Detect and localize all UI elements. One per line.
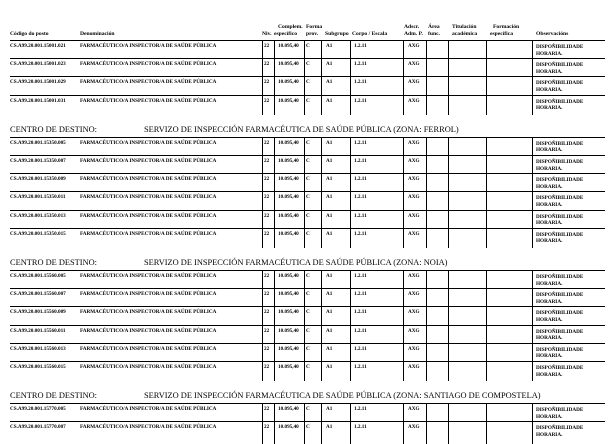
cell-complemento: 10.095,40 bbox=[278, 291, 299, 298]
cell-adscricion: AXG bbox=[408, 273, 420, 279]
cell-complemento: 10.095,40 bbox=[278, 406, 299, 413]
column-rule bbox=[532, 40, 533, 115]
header-titulacion-1: Titulación bbox=[452, 24, 477, 30]
cell-adscricion: AXG bbox=[408, 327, 420, 334]
cell-complemento: 10.095,40 bbox=[278, 43, 299, 49]
cell-adscricion: AXG bbox=[408, 43, 420, 49]
table-rule bbox=[10, 228, 605, 229]
column-rule bbox=[321, 270, 322, 381]
cell-denominacion: FARMACÉUTICO/A INSPECTOR/A DE SAÚDE PÚBLICA bbox=[80, 364, 217, 370]
cell-corpo: 1.2.11 bbox=[354, 230, 367, 237]
column-rule bbox=[304, 40, 305, 115]
cell-forma: C bbox=[306, 43, 310, 49]
cell-adscricion: AXG bbox=[408, 406, 420, 413]
header-forma-1: Forma bbox=[306, 24, 323, 30]
cell-denominacion: FARMACÉUTICO/A INSPECTOR/A DE SAÚDE PÚBLICA bbox=[80, 424, 217, 431]
column-rule bbox=[448, 40, 449, 115]
cell-observacions-1: DISPOÑIBILIDADE bbox=[536, 140, 584, 147]
cell-subgrupo: A1 bbox=[326, 424, 333, 431]
cell-observacions-2: HORARIA. bbox=[536, 431, 563, 438]
cell-subgrupo: A1 bbox=[326, 345, 333, 352]
header-area-1: Área bbox=[428, 24, 440, 30]
cell-complemento: 10.095,40 bbox=[278, 345, 299, 352]
cell-adscricion: AXG bbox=[408, 194, 420, 201]
cell-nivel: 22 bbox=[264, 327, 270, 334]
cell-denominacion: FARMACÉUTICO/A INSPECTOR/A DE SAÚDE PÚBLICA bbox=[80, 176, 217, 183]
column-rule bbox=[350, 40, 351, 115]
table-rule bbox=[10, 95, 605, 96]
cell-observacions-1: DISPOÑIBILIDADE bbox=[536, 98, 584, 105]
cell-observacions-1: DISPOÑIBILIDADE bbox=[536, 274, 584, 280]
cell-complemento: 10.095,40 bbox=[278, 194, 299, 201]
cell-forma: C bbox=[306, 61, 310, 68]
header-complemento-2: específico bbox=[274, 31, 297, 37]
cell-complemento: 10.095,40 bbox=[278, 176, 299, 183]
column-rule bbox=[262, 137, 263, 248]
column-rule bbox=[532, 137, 533, 248]
cell-codigo: CS.A99.20.001.15560.007 bbox=[10, 291, 66, 298]
cell-corpo: 1.2.11 bbox=[354, 158, 367, 164]
cell-adscricion: AXG bbox=[408, 176, 420, 183]
cell-codigo: CS.A99.20.001.15001.023 bbox=[10, 61, 66, 68]
cell-nivel: 22 bbox=[264, 212, 270, 219]
table-rule bbox=[10, 288, 605, 289]
cell-forma: C bbox=[306, 273, 310, 279]
cell-complemento: 10.095,40 bbox=[278, 424, 299, 431]
cell-denominacion: FARMACÉUTICO/A INSPECTOR/A DE SAÚDE PÚBLICA bbox=[80, 97, 217, 104]
cell-forma: C bbox=[306, 139, 310, 146]
header-formacion-1: Formación bbox=[493, 24, 520, 30]
table-rule bbox=[10, 343, 605, 344]
cell-complemento: 10.095,40 bbox=[278, 97, 299, 104]
column-rule bbox=[426, 137, 427, 248]
table-rule bbox=[10, 306, 605, 307]
column-rule bbox=[426, 40, 427, 115]
cell-subgrupo: A1 bbox=[326, 406, 333, 413]
cell-codigo: CS.A99.20.001.15350.005 bbox=[10, 139, 66, 146]
column-rule bbox=[350, 270, 351, 381]
cell-subgrupo: A1 bbox=[326, 176, 333, 183]
cell-observacions-2: HORARIA. bbox=[536, 68, 563, 75]
column-rule bbox=[304, 403, 305, 443]
table-rule bbox=[10, 325, 605, 326]
cell-denominacion: FARMACÉUTICO/A INSPECTOR/A DE SAÚDE PÚBLICA bbox=[80, 158, 217, 164]
cell-forma: C bbox=[306, 79, 310, 86]
header-denominacion: Denominación bbox=[80, 31, 115, 37]
column-rule bbox=[486, 403, 487, 443]
cell-denominacion: FARMACÉUTICO/A INSPECTOR/A DE SAÚDE PÚBLICA bbox=[80, 43, 217, 49]
cell-nivel: 22 bbox=[264, 194, 270, 201]
cell-complemento: 10.095,40 bbox=[278, 230, 299, 237]
cell-denominacion: FARMACÉUTICO/A INSPECTOR/A DE SAÚDE PÚBLICA bbox=[80, 309, 217, 316]
section-center-name: SERVIZO DE INSPECCIÓN FARMACÉUTICA DE SAÚDE PÚBLICA (ZONA: SANTIAGO DE COMPOSTELA) bbox=[144, 391, 541, 401]
table-rule bbox=[10, 155, 605, 156]
cell-observacions-1: DISPOÑIBILIDADE bbox=[536, 328, 584, 335]
header-adscr-1: Adscr. bbox=[404, 24, 420, 30]
table-rule bbox=[10, 210, 605, 211]
cell-adscricion: AXG bbox=[408, 291, 420, 298]
column-rule bbox=[321, 403, 322, 443]
cell-observacions-2: HORARIA. bbox=[536, 371, 563, 378]
cell-adscricion: AXG bbox=[408, 212, 420, 219]
cell-subgrupo: A1 bbox=[326, 309, 333, 316]
column-rule bbox=[350, 137, 351, 248]
cell-nivel: 22 bbox=[264, 79, 270, 86]
cell-nivel: 22 bbox=[264, 230, 270, 237]
cell-observacions-1: DISPOÑIBILIDADE bbox=[536, 346, 584, 353]
table-rule bbox=[10, 421, 605, 422]
cell-codigo: CS.A99.20.001.15001.031 bbox=[10, 97, 66, 104]
cell-codigo: CS.A99.20.001.15350.015 bbox=[10, 230, 66, 237]
column-rule bbox=[274, 137, 275, 248]
cell-codigo: CS.A99.20.001.15350.011 bbox=[10, 194, 66, 201]
table-rule bbox=[10, 40, 605, 41]
cell-observacions-1: DISPOÑIBILIDADE bbox=[536, 159, 584, 165]
cell-forma: C bbox=[306, 327, 310, 334]
cell-codigo: CS.A99.20.001.15770.005 bbox=[10, 406, 66, 413]
cell-forma: C bbox=[306, 309, 310, 316]
cell-observacions-2: HORARIA. bbox=[536, 147, 563, 154]
cell-forma: C bbox=[306, 97, 310, 104]
cell-codigo: CS.A99.20.001.15350.007 bbox=[10, 158, 66, 164]
cell-complemento: 10.095,40 bbox=[278, 212, 299, 219]
cell-corpo: 1.2.11 bbox=[354, 291, 367, 298]
cell-adscricion: AXG bbox=[408, 309, 420, 316]
cell-observacions-2: HORARIA. bbox=[536, 105, 563, 112]
cell-subgrupo: A1 bbox=[326, 273, 333, 279]
cell-forma: C bbox=[306, 406, 310, 413]
cell-codigo: CS.A99.20.001.15560.005 bbox=[10, 273, 66, 279]
header-area-2: func. bbox=[428, 31, 440, 37]
cell-codigo: CS.A99.20.001.15350.009 bbox=[10, 176, 66, 183]
section-label: CENTRO DE DESTINO: bbox=[10, 258, 98, 267]
cell-adscricion: AXG bbox=[408, 79, 420, 86]
table-rule bbox=[10, 361, 605, 362]
cell-nivel: 22 bbox=[264, 345, 270, 352]
cell-observacions-1: DISPOÑIBILIDADE bbox=[536, 365, 584, 371]
cell-observacions-1: DISPOÑIBILIDADE bbox=[536, 195, 584, 202]
cell-codigo: CS.A99.20.001.15560.011 bbox=[10, 327, 66, 334]
cell-observacions-1: DISPOÑIBILIDADE bbox=[536, 62, 584, 69]
column-rule bbox=[304, 137, 305, 248]
column-rule bbox=[448, 270, 449, 381]
cell-codigo: CS.A99.20.001.15560.013 bbox=[10, 345, 66, 352]
cell-corpo: 1.2.11 bbox=[354, 212, 367, 219]
cell-subgrupo: A1 bbox=[326, 291, 333, 298]
cell-subgrupo: A1 bbox=[326, 43, 333, 49]
cell-codigo: CS.A99.20.001.15560.015 bbox=[10, 364, 66, 370]
table-rule bbox=[10, 270, 605, 271]
cell-adscricion: AXG bbox=[408, 364, 420, 370]
cell-corpo: 1.2.11 bbox=[354, 61, 367, 68]
cell-observacions-2: HORARIA. bbox=[536, 183, 563, 190]
cell-corpo: 1.2.11 bbox=[354, 176, 367, 183]
cell-denominacion: FARMACÉUTICO/A INSPECTOR/A DE SAÚDE PÚBLICA bbox=[80, 212, 217, 219]
cell-observacions-2: HORARIA. bbox=[536, 201, 563, 208]
section-label: CENTRO DE DESTINO: bbox=[10, 124, 98, 134]
cell-nivel: 22 bbox=[264, 309, 270, 316]
column-rule bbox=[274, 403, 275, 443]
cell-observacions-1: DISPOÑIBILIDADE bbox=[536, 310, 584, 317]
cell-nivel: 22 bbox=[264, 139, 270, 146]
cell-observacions-2: HORARIA. bbox=[536, 316, 563, 323]
cell-codigo: CS.A99.20.001.15560.009 bbox=[10, 309, 66, 316]
column-rule bbox=[262, 40, 263, 115]
cell-observacions-2: HORARIA. bbox=[536, 86, 563, 93]
cell-observacions-1: DISPOÑIBILIDADE bbox=[536, 80, 584, 87]
cell-nivel: 22 bbox=[264, 158, 270, 164]
column-rule bbox=[350, 403, 351, 443]
cell-forma: C bbox=[306, 176, 310, 183]
cell-forma: C bbox=[306, 424, 310, 431]
section-label: CENTRO DE DESTINO: bbox=[10, 391, 98, 401]
section-center-name: SERVIZO DE INSPECCIÓN FARMACÉUTICA DE SAÚDE PÚBLICA (ZONA: FERROL) bbox=[144, 124, 459, 134]
table-rule bbox=[10, 137, 605, 138]
column-rule bbox=[403, 40, 404, 115]
cell-observacions-1: DISPOÑIBILIDADE bbox=[536, 407, 584, 414]
cell-observacions-1: DISPOÑIBILIDADE bbox=[536, 292, 584, 299]
cell-forma: C bbox=[306, 158, 310, 164]
cell-subgrupo: A1 bbox=[326, 79, 333, 86]
cell-subgrupo: A1 bbox=[326, 327, 333, 334]
cell-denominacion: FARMACÉUTICO/A INSPECTOR/A DE SAÚDE PÚBLICA bbox=[80, 406, 217, 413]
cell-corpo: 1.2.11 bbox=[354, 139, 367, 146]
cell-codigo: CS.A99.20.001.15001.029 bbox=[10, 79, 66, 86]
cell-observacions-2: HORARIA. bbox=[536, 298, 563, 305]
cell-denominacion: FARMACÉUTICO/A INSPECTOR/A DE SAÚDE PÚBLICA bbox=[80, 230, 217, 237]
header-observacions: Observacións bbox=[536, 31, 569, 37]
cell-observacions-2: HORARIA. bbox=[536, 50, 563, 57]
cell-observacions-2: HORARIA. bbox=[536, 165, 563, 172]
cell-observacions-2: HORARIA. bbox=[536, 220, 563, 227]
cell-adscricion: AXG bbox=[408, 424, 420, 431]
cell-subgrupo: A1 bbox=[326, 230, 333, 237]
cell-corpo: 1.2.11 bbox=[354, 406, 367, 413]
column-rule bbox=[532, 403, 533, 443]
header-forma-2: prov. bbox=[306, 31, 319, 37]
column-rule bbox=[426, 403, 427, 443]
header-corpo: Corpo / Escala bbox=[352, 31, 388, 37]
cell-observacions-1: DISPOÑIBILIDADE bbox=[536, 425, 584, 432]
cell-nivel: 22 bbox=[264, 176, 270, 183]
cell-corpo: 1.2.11 bbox=[354, 424, 367, 431]
cell-forma: C bbox=[306, 212, 310, 219]
cell-codigo: CS.A99.20.001.15770.007 bbox=[10, 424, 66, 431]
column-rule bbox=[448, 137, 449, 248]
cell-denominacion: FARMACÉUTICO/A INSPECTOR/A DE SAÚDE PÚBLICA bbox=[80, 61, 217, 68]
cell-nivel: 22 bbox=[264, 424, 270, 431]
cell-complemento: 10.095,40 bbox=[278, 139, 299, 146]
cell-subgrupo: A1 bbox=[326, 139, 333, 146]
table-rule bbox=[10, 403, 605, 404]
header-subgrupo: Subgrupo bbox=[325, 31, 349, 37]
cell-subgrupo: A1 bbox=[326, 194, 333, 201]
cell-nivel: 22 bbox=[264, 97, 270, 104]
cell-corpo: 1.2.11 bbox=[354, 327, 367, 334]
cell-denominacion: FARMACÉUTICO/A INSPECTOR/A DE SAÚDE PÚBLICA bbox=[80, 327, 217, 334]
cell-observacions-1: DISPOÑIBILIDADE bbox=[536, 177, 584, 184]
column-rule bbox=[486, 270, 487, 381]
cell-observacions-2: HORARIA. bbox=[536, 280, 563, 287]
column-rule bbox=[274, 270, 275, 381]
cell-nivel: 22 bbox=[264, 61, 270, 68]
header-adscr-2: Adm. P. bbox=[404, 31, 423, 37]
header-nivel: Niv. bbox=[262, 31, 272, 37]
cell-codigo: CS.A99.20.001.15350.013 bbox=[10, 212, 66, 219]
cell-complemento: 10.095,40 bbox=[278, 309, 299, 316]
table-rule bbox=[10, 76, 605, 77]
cell-subgrupo: A1 bbox=[326, 212, 333, 219]
cell-complemento: 10.095,40 bbox=[278, 79, 299, 86]
cell-subgrupo: A1 bbox=[326, 364, 333, 370]
cell-observacions-2: HORARIA. bbox=[536, 413, 563, 420]
table-rule bbox=[10, 58, 605, 59]
cell-corpo: 1.2.11 bbox=[354, 273, 367, 279]
column-rule bbox=[321, 40, 322, 115]
cell-forma: C bbox=[306, 230, 310, 237]
cell-complemento: 10.095,40 bbox=[278, 273, 299, 279]
cell-adscricion: AXG bbox=[408, 345, 420, 352]
cell-nivel: 22 bbox=[264, 43, 270, 49]
column-rule bbox=[486, 137, 487, 248]
cell-observacions-2: HORARIA. bbox=[536, 238, 563, 245]
cell-complemento: 10.095,40 bbox=[278, 61, 299, 68]
cell-denominacion: FARMACÉUTICO/A INSPECTOR/A DE SAÚDE PÚBLICA bbox=[80, 291, 217, 298]
cell-subgrupo: A1 bbox=[326, 61, 333, 68]
header-complemento-1: Complem. bbox=[278, 24, 303, 30]
cell-corpo: 1.2.11 bbox=[354, 79, 367, 86]
column-rule bbox=[532, 270, 533, 381]
cell-forma: C bbox=[306, 194, 310, 201]
table-rule bbox=[10, 173, 605, 174]
cell-nivel: 22 bbox=[264, 364, 270, 370]
cell-corpo: 1.2.11 bbox=[354, 364, 367, 370]
cell-denominacion: FARMACÉUTICO/A INSPECTOR/A DE SAÚDE PÚBLICA bbox=[80, 345, 217, 352]
cell-nivel: 22 bbox=[264, 291, 270, 298]
cell-observacions-1: DISPOÑIBILIDADE bbox=[536, 213, 584, 220]
column-rule bbox=[304, 270, 305, 381]
header-formacion-2: específica bbox=[490, 31, 513, 37]
cell-subgrupo: A1 bbox=[326, 97, 333, 104]
cell-adscricion: AXG bbox=[408, 97, 420, 104]
cell-forma: C bbox=[306, 291, 310, 298]
cell-complemento: 10.095,40 bbox=[278, 158, 299, 164]
cell-corpo: 1.2.11 bbox=[354, 43, 367, 49]
header-codigo: Código do posto bbox=[10, 31, 49, 37]
cell-denominacion: FARMACÉUTICO/A INSPECTOR/A DE SAÚDE PÚBLICA bbox=[80, 79, 217, 86]
column-rule bbox=[403, 403, 404, 443]
column-rule bbox=[403, 137, 404, 248]
cell-observacions-2: HORARIA. bbox=[536, 335, 563, 342]
cell-forma: C bbox=[306, 364, 310, 370]
cell-forma: C bbox=[306, 345, 310, 352]
cell-adscricion: AXG bbox=[408, 158, 420, 164]
cell-corpo: 1.2.11 bbox=[354, 309, 367, 316]
cell-observacions-1: DISPOÑIBILIDADE bbox=[536, 231, 584, 238]
column-rule bbox=[274, 40, 275, 115]
column-rule bbox=[426, 270, 427, 381]
table-rule bbox=[10, 191, 605, 192]
cell-denominacion: FARMACÉUTICO/A INSPECTOR/A DE SAÚDE PÚBLICA bbox=[80, 273, 217, 279]
header-titulacion-2: académica bbox=[452, 31, 478, 37]
column-rule bbox=[262, 270, 263, 381]
section-center-name: SERVIZO DE INSPECCIÓN FARMACÉUTICA DE SAÚDE PÚBLICA (ZONA: NOIA) bbox=[144, 258, 448, 267]
cell-complemento: 10.095,40 bbox=[278, 327, 299, 334]
cell-corpo: 1.2.11 bbox=[354, 345, 367, 352]
cell-adscricion: AXG bbox=[408, 230, 420, 237]
cell-corpo: 1.2.11 bbox=[354, 97, 367, 104]
column-rule bbox=[403, 270, 404, 381]
column-rule bbox=[262, 403, 263, 443]
cell-codigo: CS.A99.20.001.15001.021 bbox=[10, 43, 66, 49]
cell-adscricion: AXG bbox=[408, 139, 420, 146]
cell-nivel: 22 bbox=[264, 273, 270, 279]
cell-adscricion: AXG bbox=[408, 61, 420, 68]
column-rule bbox=[321, 137, 322, 248]
column-rule bbox=[448, 403, 449, 443]
cell-denominacion: FARMACÉUTICO/A INSPECTOR/A DE SAÚDE PÚBLICA bbox=[80, 194, 217, 201]
cell-denominacion: FARMACÉUTICO/A INSPECTOR/A DE SAÚDE PÚBLICA bbox=[80, 139, 217, 146]
cell-observacions-2: HORARIA. bbox=[536, 353, 563, 360]
cell-observacions-1: DISPOÑIBILIDADE bbox=[536, 44, 584, 50]
cell-corpo: 1.2.11 bbox=[354, 194, 367, 201]
cell-subgrupo: A1 bbox=[326, 158, 333, 164]
column-rule bbox=[486, 40, 487, 115]
cell-nivel: 22 bbox=[264, 406, 270, 413]
cell-complemento: 10.095,40 bbox=[278, 364, 299, 370]
